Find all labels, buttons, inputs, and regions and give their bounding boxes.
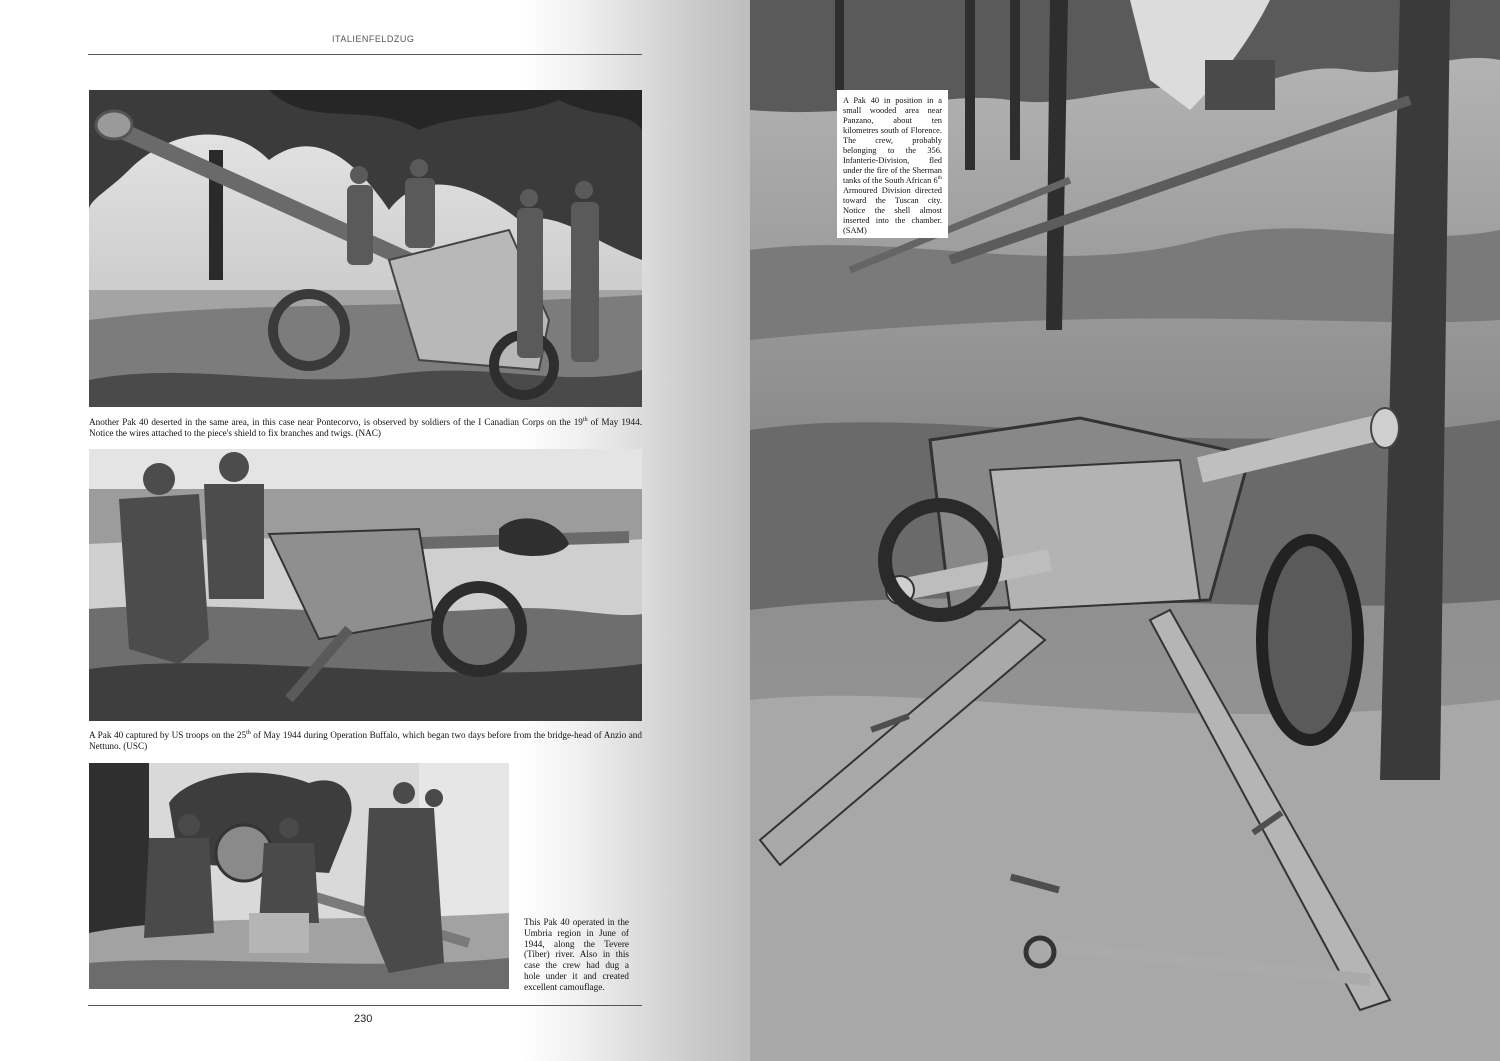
caption-photo-2: A Pak 40 captured by US troops on the 25th of May 1944 during Operation Buffalo, which began two days before from the bridge-head of Anzio and Nettuno. (USC)	[89, 729, 642, 751]
bottom-rule	[88, 1005, 642, 1006]
caption-photo-4-box	[837, 90, 948, 238]
page-number: 230	[354, 1013, 373, 1025]
caption-photo-3: This Pak 40 operated in the Umbria region in June of 1944, along the Tevere (Tiber) river. Also in this case the crew had dug a hole under it and created excellent camouflage.	[524, 917, 629, 992]
running-head: ITALIENFELDZUG	[332, 34, 415, 44]
photo-pak40-umbria	[89, 763, 509, 989]
top-rule	[88, 54, 642, 55]
photo-pak40-us-troops	[89, 449, 642, 721]
photo-pak40-pontecorvo	[89, 90, 642, 407]
caption-photo-4: A Pak 40 in position in a small wooded area near Panzano, about ten kilometres south of Florence. The crew, probably belonging to the 356. Infanterie-Division, fled under the fire of the Sherman tanks of the South African 6th Armoured Division directed toward the Tuscan city. Notice the shell almost inserted into the chamber. (SAM)	[843, 96, 942, 235]
caption-photo-1: Another Pak 40 deserted in the same area, in this case near Pontecorvo, is observed by soldiers of the I Canadian Corps on the 19th of May 1944. Notice the wires attached to the piece's shield to fix branches and twigs. (NAC)	[89, 416, 642, 438]
